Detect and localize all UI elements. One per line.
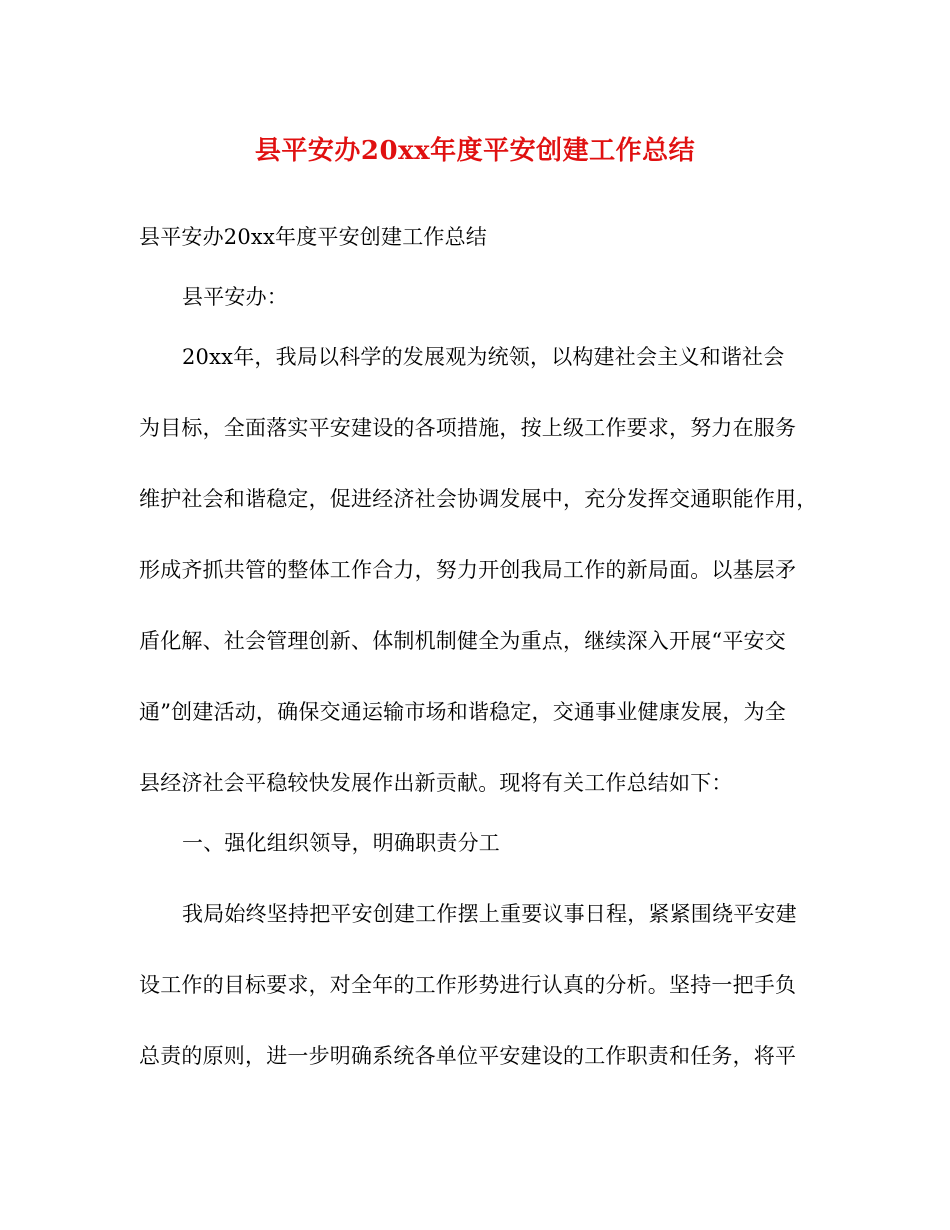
paragraph-line: 盾化解、社会管理创新、体制机制健全为重点，继续深入开展“平安交: [139, 629, 786, 653]
addressee-line: 县平安办：: [182, 285, 288, 309]
paragraph-line: 形成齐抓共管的整体工作合力，努力开创我局工作的新局面。以基层矛: [139, 558, 797, 582]
paragraph-line: 维护社会和谐稳定，促进经济社会协调发展中，充分发挥交通职能作用，: [139, 487, 818, 511]
paragraph-line: 县经济社会平稳较快发展作出新贡献。现将有关工作总结如下：: [139, 771, 733, 795]
paragraph-line: 设工作的目标要求，对全年的工作形势进行认真的分析。坚持一把手负: [139, 973, 797, 997]
paragraph-line: 总责的原则，进一步明确系统各单位平安建设的工作职责和任务，将平: [139, 1044, 797, 1068]
paragraph-line: 通”创建活动，确保交通运输市场和谐稳定，交通事业健康发展，为全: [139, 700, 786, 724]
subtitle-line: 县平安办20xx年度平安创建工作总结: [139, 225, 488, 249]
paragraph-line: 为目标，全面落实平安建设的各项措施，按上级工作要求，努力在服务: [139, 416, 797, 440]
paragraph-line: 我局始终坚持把平安创建工作摆上重要议事日程，紧紧围绕平安建: [182, 902, 797, 926]
section-heading: 一、强化组织领导，明确职责分工: [182, 831, 500, 855]
document-title: 县平安办20xx年度平安创建工作总结: [254, 136, 696, 166]
paragraph-line: 20xx年，我局以科学的发展观为统领，以构建社会主义和谐社会: [182, 345, 785, 369]
